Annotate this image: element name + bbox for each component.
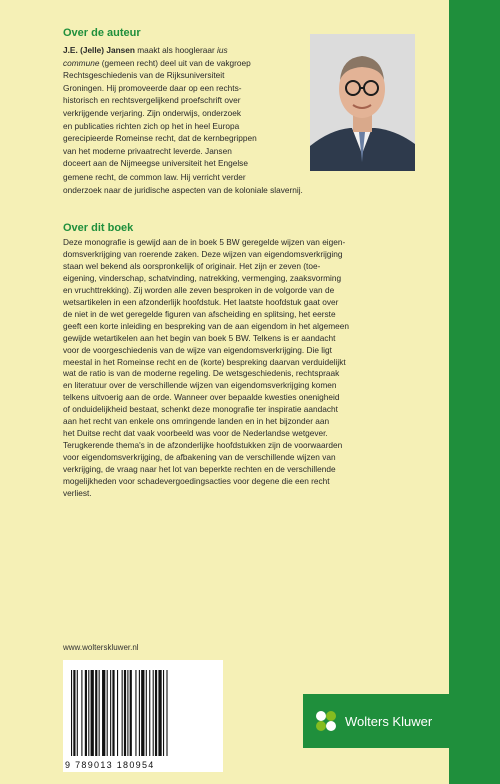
publisher-name: Wolters Kluwer: [345, 713, 433, 729]
author-photo: [310, 34, 415, 171]
author-bio-end: gemene recht, de common law. Hij verricht verder onderzoek naar de juridische aspecten van de koloniale slavernij.: [63, 172, 303, 195]
author-name: J.E. (Jelle) Jansen: [63, 45, 135, 55]
author-heading: Over de auteur: [63, 27, 141, 39]
author-portrait-icon: [310, 34, 415, 171]
book-heading: Over dit boek: [63, 222, 134, 234]
wolters-kluwer-logo-icon: [313, 708, 339, 734]
author-bio: J.E. (Jelle) Jansen maakt als hoogleraar ius commune (gemeen recht) deel uit van de vakgroep Rechtsgeschiedenis van de Rijksuniversiteit Groningen. Hij promoveerde daar op een rechts- historisch en rechtsvergelijkend proefschrift over verkrijgende verjaring. Zijn onderwijs, onderzoek en publicaties richten zich op het in heel Europa gerecipieerde Romeinse recht, dat de kernbegrippen van het moderne privaatrecht leverde. Jansen doceert aan de Nijmeegse universiteit het Engelse: [63, 45, 257, 169]
green-side-bar: [449, 0, 500, 784]
publisher-logo: [303, 694, 461, 748]
publisher-url: www.wolterskluwer.nl: [63, 643, 139, 652]
barcode-icon: [63, 660, 223, 772]
book-description: Deze monografie is gewijd aan de in boek 5 BW geregelde wijzen van eigen- domsverkrijging van roerende zaken. Deze wijzen van eigendomsverkrijging staan wel bekend als oorspronkelijk of originair. Het zijn er zeven (toe- eigening, vinderschap, schatvinding, natrekking, vermenging, zaaksvorming en vruchttrekking). Zij worden alle zeven besproken in de volgorde van de wetsartikelen in een afzonderlijk hoofdstuk. Het laatste hoofdstuk gaat over de niet in de wet geregelde figuren van afscheiding en splitsing, het eerste geeft een korte inleiding en bespreking van de aan eigendom in het algemeen gewijde wetartikelen aan het begin van boek 5 BW. Telkens is er aandacht voor de voorgeschiedenis van de wijze van eigendomsverkrijging. Die ligt meestal in het Romeinse recht en de (korte) bespreking daarvan verduidelijkt wat de ratio is van de moderne regeling. De wetsgeschiedenis, rechtspraak en literatuur over de verschillende wijzen van eigendomsverkrijging komen telkens uitvoerig aan de orde. Wanneer over bepaalde kwesties onenigheid of onduidelijkheid bestaat, schenkt deze monografie ter inspiratie aandacht aan het recht van enkele ons omringende landen en in het bijzonder aan het Duitse recht dat vaak voorbeeld was voor de Nederlandse wetgever. Terugkerende thema's in de afzonderlijke hoofdstukken zijn de voorwaarden voor eigendomsverkrijging, de afbakening van de verschillende wijzen van verkrijging, de vraag naar het lot van beperkte rechten en de verschillende mogelijkheden voor schadevergoedingsacties voor degene die een recht verliest.: [63, 237, 349, 499]
isbn-number: 9 789013 180954: [65, 760, 155, 770]
barcode: [63, 660, 223, 772]
